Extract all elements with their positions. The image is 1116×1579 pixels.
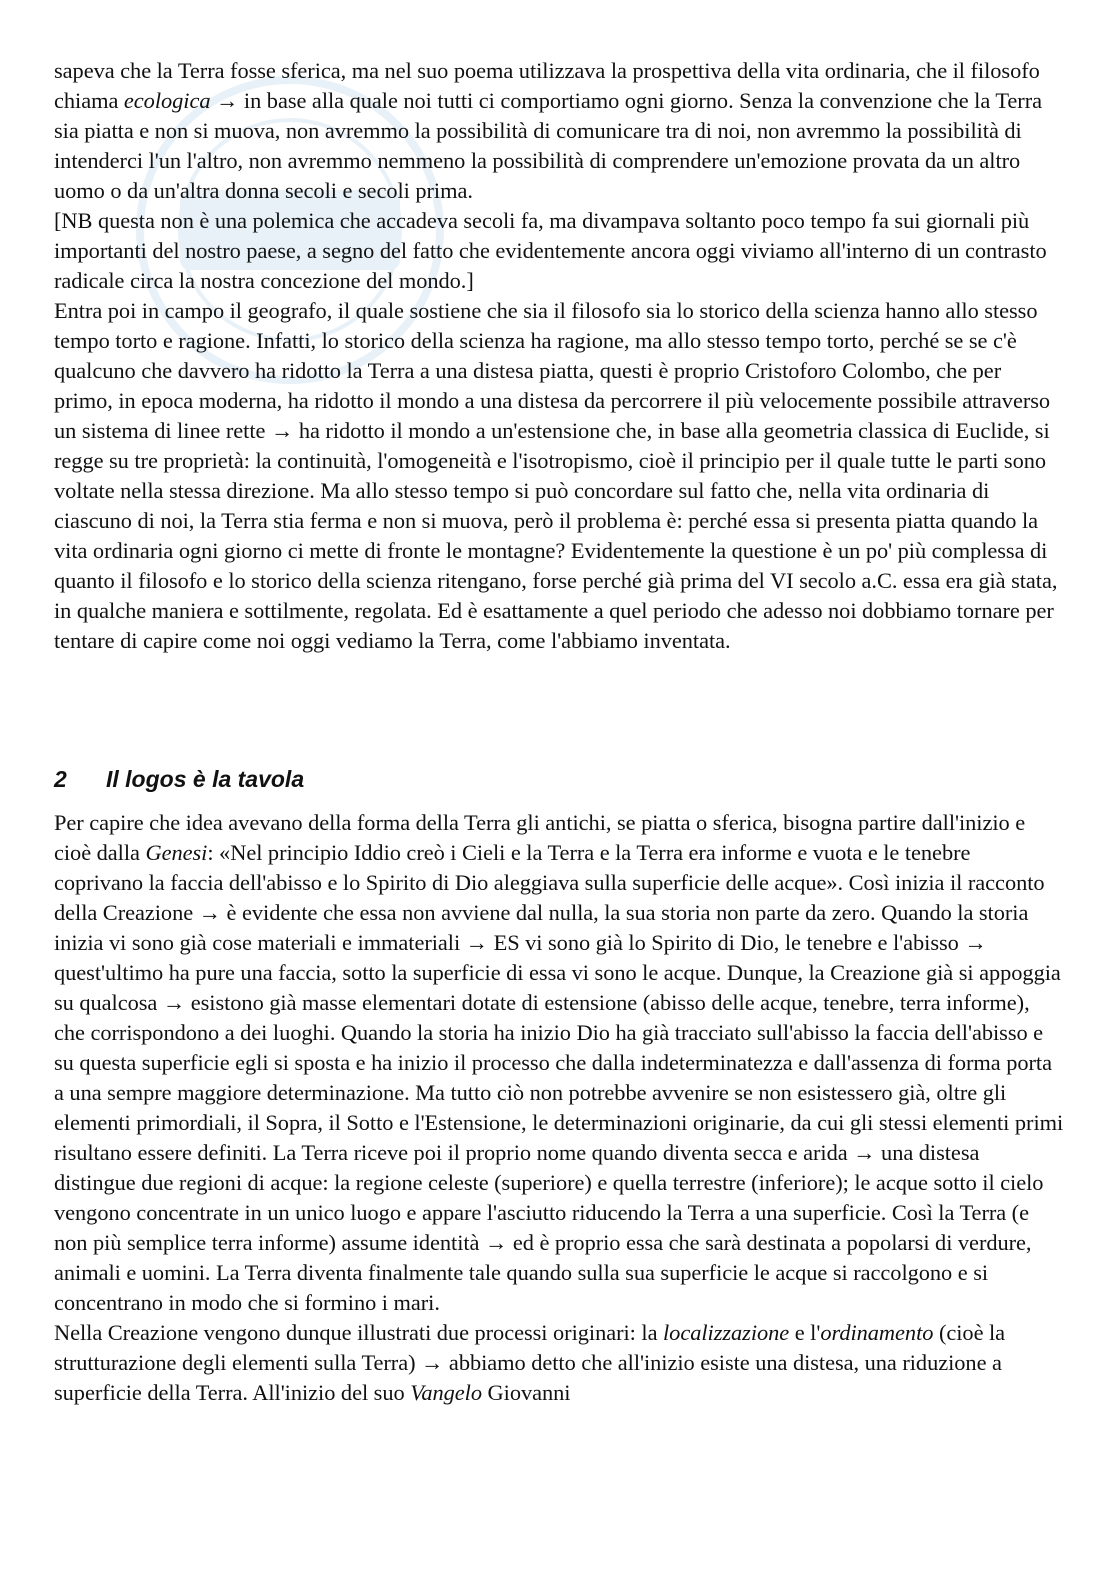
italic-term: localizzazione [663, 1320, 790, 1345]
text-run: Nella Creazione vengono dunque illustrati due processi originari: la [54, 1320, 664, 1345]
paragraph-ecologica [54, 56, 1064, 206]
italic-term: ordinamento [820, 1320, 934, 1345]
text-run: (cioè la strutturazione degli elementi sulla Terra) → abbiamo detto che all'inizio esiste una distesa, una riduzione a superficie della Terra. All'inizio del suo [54, 1320, 1006, 1405]
text-run: → in base alla quale noi tutti ci comportiamo ogni giorno. Senza la convenzione che la Terra sia piatta e non si muova, non avremmo la possibilità di comunicare tra di noi, non avremmo la possibilità di intenderci l'un l'altro, non avremmo nemmeno la possibilità di comprendere un'emozione provata da un altro uomo o da un'altra donna secoli e secoli prima. [54, 88, 1043, 203]
paragraph-genesi [54, 808, 1064, 1318]
text-run: e l' [789, 1320, 821, 1345]
text-block-2 [54, 808, 1064, 1408]
paragraph-geografo: Entra poi in campo il geografo, il quale sostiene che sia il filosofo sia lo storico della scienza hanno allo stesso tempo torto e ragione. Infatti, lo storico della scienza ha ragione, ma allo stesso tempo torto, perché se se c'è qualcuno che davvero ha ridotto la Terra a una distesa piatta, questi è proprio Cristoforo Colombo, che per primo, in epoca moderna, ha ridotto il mondo a una distesa da percorrere il più velocemente possibile attraverso un sistema di linee rette → ha ridotto il mondo a un'estensione che, in base alla geometria classica di Euclide, si regge su tre proprietà: la continuità, l'omogeneità e l'isotropismo, cioè il principio per il quale tutte le parti sono voltate nella stessa direzione. Ma allo stesso tempo si può concordare sul fatto che, nella vita ordinaria di ciascuno di noi, la Terra stia ferma e non si muova, però il problema è: perché essa si presenta piatta quando la vita ordinaria ogni giorno ci mette di fronte le montagne? Evidentemente la questione è un po' più complessa di quanto il filosofo e lo storico della scienza ritengano, forse perché già prima del VI secolo a.C. essa era già stata, in qualche maniera e sottilmente, regolata. Ed è esattamente a quel periodo che adesso noi dobbiamo tornare per tentare di capire come noi oggi vediamo la Terra, come l'abbiamo inventata. [54, 298, 1058, 653]
text-run: : «Nel principio Iddio creò i Cieli e la Terra e la Terra era informe e vuota e le tenebre coprivano la faccia dell'abisso e lo Spirito di Dio aleggiava sulla superficie delle acque». Così inizia il racconto della Creazione → è evidente che essa non avviene dal nulla, la sua storia non parte da zero. Quando la storia inizia vi sono già cose materiali e immateriali → ES vi sono già lo Spirito di Dio, le tenebre e l'abisso → quest'ultimo ha pure una faccia, sotto la superficie di essa vi sono le acque. Dunque, la Creazione già si appoggia su qualcosa → esistono già masse elementari dotate di estensione (abisso delle acque, tenebre, terra informe), che corrispondono a dei luoghi. Quando la storia ha inizio Dio ha già tracciato sull'abisso la faccia dell'abisso e su questa superficie egli si sposta e ha inizio il processo che dalla indeterminatezza e dall'assenza di forma porta a una sempre maggiore determinazione. Ma tutto ciò non potrebbe avvenire se non esistessero già, oltre gli elementi primordiali, il Sopra, il Sotto e l'Estensione, le determinazioni originarie, da cui gli stessi elementi primi risultano essere definiti. La Terra riceve poi il proprio nome quando diventa secca e arida → una distesa distingue due regioni di acque: la regione celeste (superiore) e quella terrestre (inferiore); le acque sotto il cielo vengono concentrate in un unico luogo e appare l'asciutto riducendo la Terra a una superficie. Così la Terra (e non più semplice terra informe) assume identità → ed è proprio essa che sarà destinata a popolarsi di verdure, animali e uomini. La Terra diventa finalmente tale quando sulla sua superficie le acque si raccolgono e si concentrano in modo che si formino i mari. [54, 840, 1064, 1315]
text-run: sapeva che la Terra fosse sferica, ma nel suo poema utilizzava la prospettiva della vita ordinaria, che il filosofo chiama [54, 58, 1040, 113]
text-block-1 [54, 56, 1064, 656]
section-heading [54, 764, 1064, 794]
text-run: Giovanni [481, 1380, 571, 1405]
section-number: 2 [54, 766, 67, 792]
section-title: Il logos è la tavola [106, 766, 305, 792]
italic-term: Genesi [145, 840, 208, 865]
paragraph-creazione [54, 1318, 1064, 1408]
italic-term: Vangelo [410, 1380, 482, 1405]
italic-term: ecologica [123, 88, 211, 113]
text-run: Per capire che idea avevano della forma della Terra gli antichi, se piatta o sferica, bisogna partire dall'inizio e cioè dalla [54, 810, 1026, 865]
paragraph-nb-note: [NB questa non è una polemica che accadeva secoli fa, ma divampava soltanto poco tempo fa sui giornali più importanti del nostro paese, a segno del fatto che evidentemente ancora oggi viviamo all'interno di un contrasto radicale circa la nostra concezione del mondo.] [54, 208, 1047, 293]
